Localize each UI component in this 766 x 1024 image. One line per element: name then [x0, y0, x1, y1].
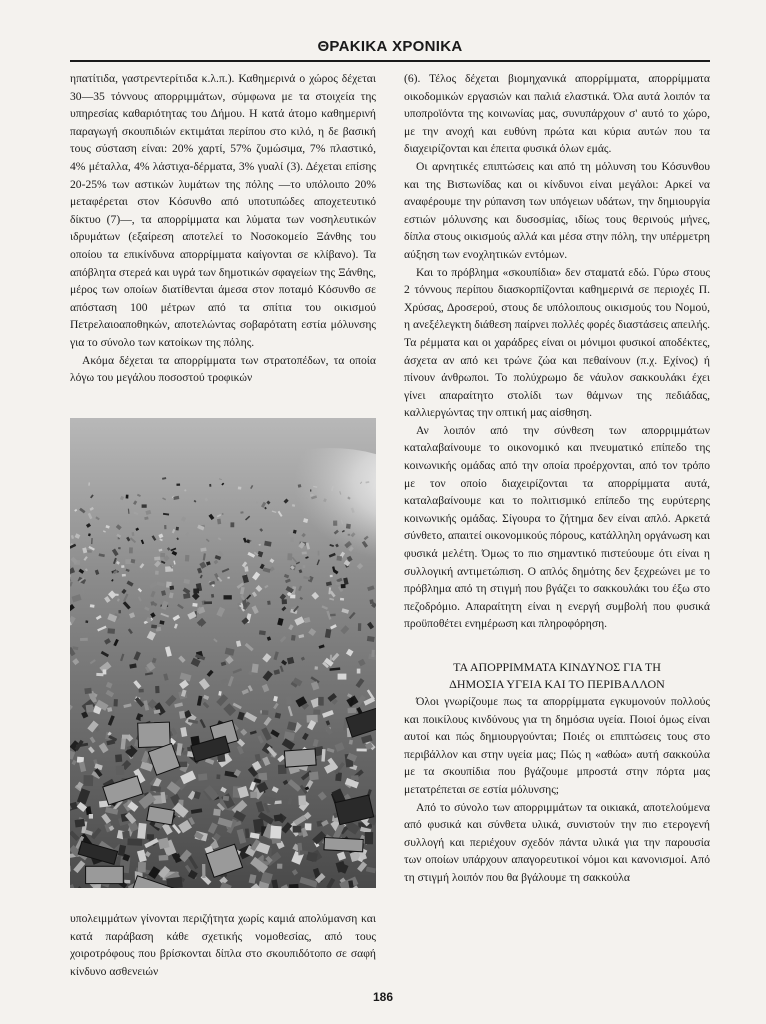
- paragraph: Αν λοιπόν από την σύνθεση των απορριμμάτων καταλαβαίνουμε το οικονομικό και πνευματικό επίπεδο της κοινωνικής ομάδας από την οποία προέρχονται, από τον τρόπο με τον οποίο διαχειρίζονται τα απορρίμματα αυτά, καταλαβαίνουμε και το πολιτισμικό επίπεδο της ευρύτερης κοινωνικής ομάδας. Σίγουρα το ζήτημα δεν είναι απλό. Αρκετά σύνθετο, απαιτεί οικονομικούς πόρους, κατάλληλη οργάνωση και φυσικά μελέτη. Όμως το πιο σημαντικό πιστεύουμε ότι είναι η συλλογική αντιμετώπιση. Ο απλός δημότης δεν ξεχρεώνει με το πρόβλημα από τη στιγμή που βγάζει το σακκουλάκι του έξω στο πεζοδρόμιο. Απαραίτητη είναι η ενεργή συμβολή που φυσικά προϋποθέτει ενημέρωση και πληροφόρηση.: [404, 423, 710, 631]
- page-number: 186: [372, 990, 394, 1004]
- section-heading-line: ΔΗΜΟΣΙΑ ΥΓΕΙΑ ΚΑΙ ΤΟ ΠΕΡΙΒΑΛΛΟΝ: [449, 677, 665, 691]
- paragraph: Ακόμα δέχεται τα απορρίμματα των στρατοπέδων, τα οποία λόγω του μεγάλου ποσοστού τροφικών: [70, 353, 376, 385]
- header-rule: [70, 60, 710, 62]
- landfill-photo-image: [70, 418, 376, 888]
- paragraph: Και το πρόβλημα «σκουπίδια» δεν σταματά εδώ. Γύρω στους 2 τόννους περίπου διασκορπίζονται καθημερινά σε περιοχές Π. Χρύσας, Δροσερού, στους δε υπόλοιπους οικισμούς του Νομού, η ανεξέλεγκτη διάθεση παίρνει πολλές φορές διαστάσεις απειλής. Τα ρέμματα και οι χαράδρες είναι οι μόνιμοι φυσικοί αποδέκτες, άσχετα αν από κει τρώνε ζώα και πεθαίνουν (π.χ. Εχίνος) ή πίνουν άνθρωποι. Το πολύχρωμο δε νάυλον σακκουλάκι έχει γίνει απαραίτητο στολίδι των θάμνων της πεδιάδας, καλλιεργώντας την οπτική μας αίσθηση.: [404, 265, 710, 420]
- paragraph: ηπατίτιδα, γαστρεντερίτιδα κ.λ.π.). Καθημερινά ο χώρος δέχεται 30—35 τόννους απορριμμάτων, σύμφωνα με τα στοιχεία της υπηρεσίας καθαριότητας του Δήμου. Η κατά άτομο καθημερινή παραγωγή σκουπιδιών εκτιμάται περίπου στο κιλό, η δε βασική τους σύσταση είναι: 20% χαρτί, 57% ζυμώσιμα, 7% πλαστικό, 4% μέταλλα, 4% λάστιχα-δέρματα, 3% γυαλί (3). Δέχεται επίσης 20-25% των αστικών λυμάτων της πόλης —το υπόλοιπο 20% μεταφέρεται στον Κόσυνθο από υποτυπώδες αποχετευτικό δίκτυο (7)—, τα απορρίμματα και λύματα των νοσηλευτικών ιδρυμάτων (εξαίρεση αποτελεί το Νοσοκομείο Ξάνθης του οποίου τα επικίνδυνα απορρίμματα καίγονται σε κλίβανο). Τα απόβλητα στερεά και υγρά των δημοτικών σφαγείων της Ξάνθης, μέρος των οποίων διατίθενται άμεσα στον ποταμό Κόσυνθο σε απόσταση 100 μέτρων από τα σπίτια του οικισμού Πετρελαιοαποθηκών, αποτελώντας σοβαρότατη εστία μόλυνσης για το σύνολο των κατοίκων της πόλης.: [70, 72, 376, 349]
- paragraph: (6). Τέλος δέχεται βιομηχανικά απορρίμματα, απορρίμματα οικοδομικών εργασιών και παλιά ελαστικά. Όλα αυτά λοιπόν τα υποπροϊόντα της κοινωνίας μας, συνυπάρχουν σ' αυτό το χώρο, με την ανοχή και ευθύνη πρώτα και κύρια αυτών που τα διαχειρίζονται και έπειτα φυσικά όλων εμάς.: [404, 72, 710, 156]
- left-column-top: [70, 70, 376, 387]
- landfill-photo: [70, 418, 376, 888]
- paragraph: Από το σύνολο των απορριμμάτων τα οικιακά, αποτελούμενα από φυσικά και σύνθετα υλικά, συνιστούν την πιο ετερογενή συλλογή και περιέχουν σχεδόν πάντα υλικά για την παρουσία των οποίων υπάρχουν απαγορευτικοί νόμοι και κανονισμοί. Από τη στιγμή λοιπόν που θα βγάλουμε τη σακκούλα: [404, 800, 710, 884]
- journal-title: ΘΡΑΚΙΚΑ ΧΡΟΝΙΚΑ: [317, 38, 463, 55]
- right-column: [404, 70, 710, 887]
- paragraph: υπολειμμάτων γίνονται περιζήτητα χωρίς καμιά απολύμανση και κατά παράβαση κάθε σχετικής νομοθεσίας, από τους χοιροτρόφους που βρίσκονται δίπλα στο σκουπιδότοπο σε σαφή κίνδυνο ασθενειών: [70, 912, 376, 978]
- paragraph: Οι αρνητικές επιπτώσεις και από τη μόλυνση του Κόσυνθου και της Βιστωνίδας και οι κίνδυνοι είναι μεγάλοι: Αρκεί να αναφέρουμε την ρύπανση των υπόγειων υδάτων, την δημιουργία εστιών μόλυνσης και δυσοσμίας, ιδίως τους θερινούς μήνες, δίπλα στους οικισμούς αλλά και μέσα στην πόλη, την υπέρμετρη αύξηση των ενοχλητικών εντόμων.: [404, 159, 710, 261]
- section-heading: [404, 659, 710, 693]
- section-heading-line: ΤΑ ΑΠΟΡΡΙΜΜΑΤΑ ΚΙΝΔΥΝΟΣ ΓΙΑ ΤΗ: [453, 660, 661, 674]
- left-column-bottom: [70, 910, 376, 980]
- paragraph: Όλοι γνωρίζουμε πως τα απορρίμματα εγκυμονούν πολλούς και ποικίλους κινδύνους για τη δημόσια υγεία. Ποιοί όμως είναι αυτοί και πώς δημιουργούνται; Ποιές οι επιπτώσεις τους στο περιβάλλον και στην υγεία μας; Πώς η «αθώα» αυτή σακκούλα με τα σκουπίδια που βγάζουμε μπροστά στην πόρτα μας μετατρέπεται σε εστία μόλυνσης;: [404, 695, 710, 796]
